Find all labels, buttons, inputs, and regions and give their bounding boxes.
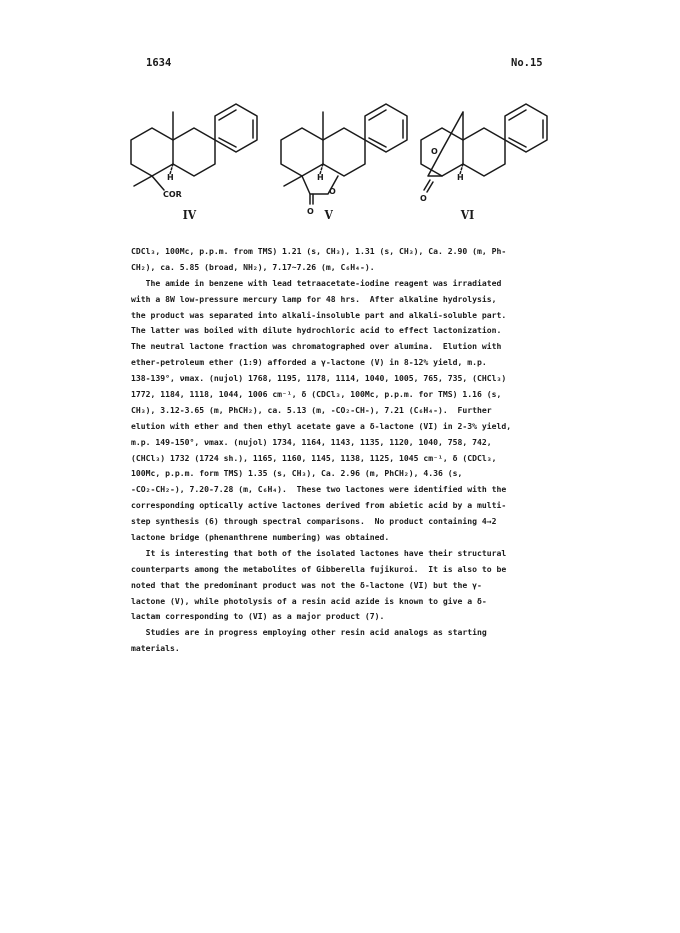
page-number: 1634 [146,57,172,69]
structure-label-iv: IV [182,208,197,222]
svg-text:O: O [329,187,336,196]
text-line: lactone (V), while photolysis of a resin acid azide is known to give a δ- [131,595,487,606]
structure-v-diagram [281,104,407,216]
text-line: counterparts among the metabolites of Gibberella fujikuroi. It is also to be [131,563,507,574]
svg-text:O: O [307,207,314,216]
structure-iv-diagram [131,104,257,199]
text-line: CDCl₃, 100Mc, p.p.m. from TMS) 1.21 (s, CH₃), 1.31 (s, CH₃), Ca. 2.90 (m, Ph- [131,246,507,256]
text-line: The neutral lactone fraction was chromatographed over alumina. Elution with [131,341,502,352]
text-line: -CO₂-CH₂-), 7.20-7.28 (m, C₆H₄). These two lactones were identified with the [131,484,507,495]
text-line: noted that the predominant product was not the δ-lactone (VI) but the γ- [131,579,482,590]
text-line: It is interesting that both of the isolated lactones have their structural [131,547,507,558]
text-line: 138-139°, νmax. (nujol) 1768, 1195, 1178, 1114, 1040, 1005, 765, 735, (CHCl₃) [131,373,507,384]
text-line: lactam corresponding to (VI) as a major product (7). [131,611,385,622]
cor-group: COR [163,190,182,199]
text-line: CH₂), ca. 5.85 (broad, NH₂), 7.17~7.26 (m, C₆H₄-). [131,261,375,272]
text-line: elution with ether and then ethyl acetate gave a δ-lactone (VI) in 2-3% yield, [131,420,512,431]
text-line: materials. [131,643,180,654]
structure-label-v: V [324,208,333,222]
text-line: step synthesis (6) through spectral comparisons. No product containing 4→2 [131,516,497,527]
text-line: The amide in benzene with lead tetraacetate-iodine reagent was irradiated [131,277,502,288]
text-line: corresponding optically active lactones derived from abietic acid by a multi- [131,500,507,511]
text-line: 100Mc, p.p.m. form TMS) 1.35 (s, CH₃), Ca. 2.96 (m, PhCH₂), 4.36 (s, [131,468,463,479]
svg-text:O: O [420,194,427,203]
svg-text:H: H [457,173,464,182]
svg-text:H: H [317,173,324,182]
text-line: the product was separated into alkali-insoluble part and alkali-soluble part. [131,309,507,320]
text-line: ether-petroleum ether (1:9) afforded a γ-lactone (V) in 8-12% yield, m.p. [131,357,487,368]
svg-text:O: O [431,147,438,156]
body-text [131,244,543,657]
structure-vi-diagram [420,104,547,203]
structure-label-vi: VI [460,208,475,222]
ring-c-iv [215,104,257,152]
text-line: The latter was boiled with dilute hydrochloric acid to effect lactonization. [131,325,502,336]
text-line: m.p. 149-150°, νmax. (nujol) 1734, 1164, 1143, 1135, 1120, 1040, 758, 742, [131,436,492,447]
issue-number: No.15 [511,57,543,69]
ring-b-iv [173,128,215,176]
text-line: with a 8W low-pressure mercury lamp for 48 hrs. After alkaline hydrolysis, [131,293,497,304]
text-line: lactone bridge (phenanthrene numbering) was obtained. [131,532,390,543]
h-atom-iv: H [167,173,174,182]
text-line: Studies are in progress employing other resin acid analogs as starting [131,627,487,638]
text-line: (CHCl₃) 1732 (1724 sh.), 1165, 1160, 1145, 1138, 1125, 1045 cm⁻¹, δ (CDCl₃, [131,452,497,463]
ring-a-iv [131,128,173,176]
text-line: CH₃), 3.12-3.65 (m, PhCH₂), ca. 5.13 (m, -CO₂-CH-), 7.21 (C₆H₄-). Further [131,404,492,415]
text-line: 1772, 1184, 1118, 1044, 1006 cm⁻¹, δ (CDCl₃, 100Mc, p.p.m. for TMS) 1.16 (s, [131,389,502,400]
